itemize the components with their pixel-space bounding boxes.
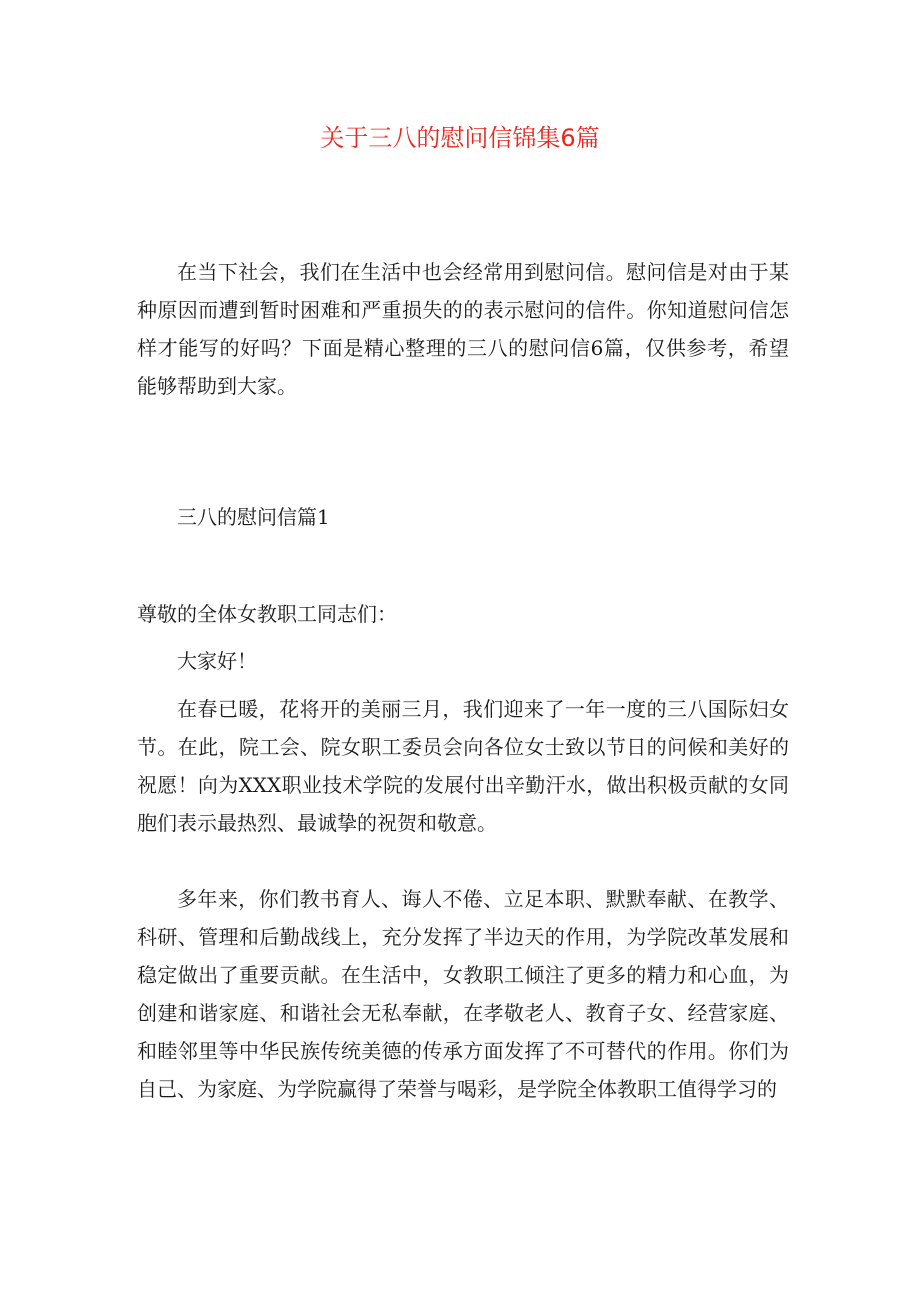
intro-paragraph: 在当下社会，我们在生活中也会经常用到慰问信。慰问信是对由于某种原因而遭到暂时困难和严重损失的的表示慰问的信件。你知道慰问信怎样才能写的好吗？下面是精心整理的三八的慰问信6篇，仅供参考，希望能够帮助到大家。 xyxy=(137,260,789,398)
section-heading: 三八的慰问信篇1 xyxy=(177,505,330,529)
letter-salutation: 尊敬的全体女教职工同志们： xyxy=(137,602,397,626)
body-paragraph-1: 在春已暖，花将开的美丽三月，我们迎来了一年一度的三八国际妇女节。在此，院工会、院女职工委员会向各位女士致以节日的问候和美好的祝愿！向为XXX职业技术学院的发展付出辛勤汗水，做出积极贡献的女同胞们表示最热烈、最诚挚的祝贺和敬意。 xyxy=(137,697,789,835)
letter-greeting: 大家好！ xyxy=(177,649,257,673)
document-title: 关于三八的慰问信锦集6篇 xyxy=(320,124,600,152)
body-paragraph-2: 多年来，你们教书育人、诲人不倦、立足本职、默默奉献、在教学、科研、管理和后勤战线上，充分发挥了半边天的作用，为学院改革发展和稳定做出了重要贡献。在生活中，女教职工倾注了更多的精力和心血，为创建和谐家庭、和谐社会无私奉献，在孝敬老人、教育子女、经营家庭、和睦邻里等中华民族传统美德的传承方面发挥了不可替代的作用。你们为自己、为家庭、为学院赢得了荣誉与喝彩，是学院全体教职工值得学习的 xyxy=(137,887,789,1101)
